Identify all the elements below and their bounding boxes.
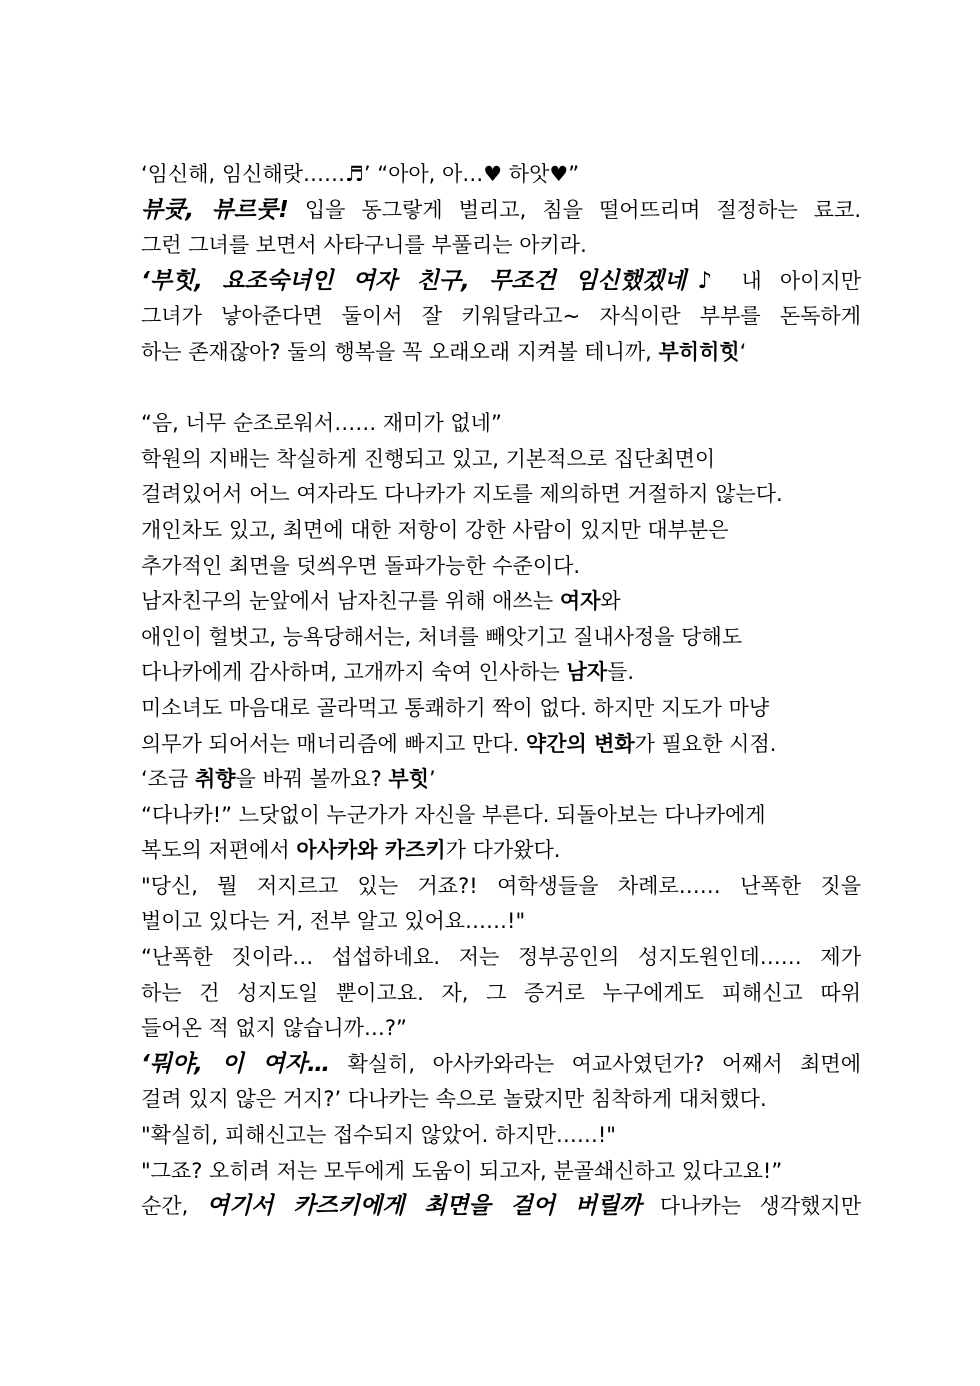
body-text: 의무가 되어서는 매너리즘에 빠지고 만다. xyxy=(141,731,526,756)
body-text: 순간, xyxy=(141,1194,207,1219)
text-line xyxy=(141,513,861,549)
text-line xyxy=(141,869,861,905)
body-text: 추가적인 최면을 덧씌우면 돌파가능한 수준이다. xyxy=(141,553,581,578)
body-text: 들어온 적 없지 않습니까…?” xyxy=(141,1016,407,1041)
body-text: 하는 존재잖아? 둘의 행복을 꼭 오래오래 지켜볼 테니까, xyxy=(141,339,659,364)
emphasis-text: ‘부힛, 요조숙녀인 여자 친구, 무조건 임신했겠네♪ xyxy=(141,267,724,294)
text-line xyxy=(141,1118,861,1154)
body-text: 미소녀도 마음대로 골라먹고 통쾌하기 짝이 없다. 하지만 지도가 마냥 xyxy=(141,695,770,720)
body-text: “음, 너무 순조로워서…… 재미가 없네” xyxy=(141,411,502,436)
emphasis-text: 약간의 변화 xyxy=(525,731,635,756)
paragraph-gap xyxy=(141,371,861,407)
emphasis-text: 취향 xyxy=(194,767,236,792)
body-text: 학원의 지배는 착실하게 진행되고 있고, 기본적으로 집단최면이 xyxy=(141,446,716,471)
emphasis-text: 뷰큣, 뷰르룻! xyxy=(141,196,289,223)
body-text: 복도의 저편에서 xyxy=(141,838,297,863)
body-text: 와 xyxy=(600,589,621,614)
body-text: 남자친구의 눈앞에서 남자친구를 위해 애쓰는 xyxy=(141,589,560,614)
emphasis-text: 여기서 카즈키에게 최면을 걸어 버릴까 xyxy=(206,1193,642,1220)
body-text: 다나카에게 감사하며, 고개까지 숙여 인사하는 xyxy=(141,660,567,685)
emphasis-text: 여자 xyxy=(559,589,601,614)
text-line xyxy=(141,727,861,763)
text-line xyxy=(141,264,861,300)
text-line xyxy=(141,228,861,264)
text-line xyxy=(141,1189,861,1225)
text-line xyxy=(141,762,861,798)
body-text: 그녀가 낳아준다면 둘이서 잘 키워달라고~ 자식이란 부부를 돈독하게 xyxy=(141,304,861,329)
text-line xyxy=(141,1082,861,1118)
text-line xyxy=(141,691,861,727)
text-line xyxy=(141,299,861,335)
body-text: 확실히, 아사카와라는 여교사였던가? 어째서 최면에 xyxy=(330,1051,861,1076)
text-line xyxy=(141,1011,861,1047)
body-text: ’ xyxy=(428,767,436,792)
body-text: "그죠? 오히려 저는 모두에게 도움이 되고자, 분골쇄신하고 있다고요!” xyxy=(141,1158,783,1183)
text-line xyxy=(141,335,861,371)
body-text: 가 다가왔다. xyxy=(445,838,561,863)
body-text: 벌이고 있다는 거, 전부 알고 있어요……!" xyxy=(141,909,526,934)
body-text: "당신, 뭘 저지르고 있는 거죠?! 여학생들을 차례로…… 난폭한 짓을 xyxy=(141,873,861,898)
body-text: 개인차도 있고, 최면에 대한 저항이 강한 사람이 있지만 대부분은 xyxy=(141,517,729,542)
body-text: 걸려있어서 어느 여자라도 다나카가 지도를 제의하면 거절하지 않는다. xyxy=(141,482,783,507)
body-text: "확실히, 피해신고는 접수되지 않았어. 하지만……!" xyxy=(141,1123,616,1148)
text-line xyxy=(141,1154,861,1190)
document-body xyxy=(141,157,861,1225)
body-text: 애인이 헐벗고, 능욕당해서는, 처녀를 빼앗기고 질내사정을 당해도 xyxy=(141,624,743,649)
body-text: ‘조금 xyxy=(141,767,195,792)
body-text: 그런 그녀를 보면서 사타구니를 부풀리는 아키라. xyxy=(141,233,587,258)
text-line xyxy=(141,976,861,1012)
text-line xyxy=(141,157,861,193)
emphasis-text: 아사카와 카즈키 xyxy=(296,838,446,863)
body-text: 가 필요한 시점. xyxy=(634,731,777,756)
body-text: “다나카!” 느닷없이 누군가가 자신을 부른다. 되돌아보는 다나카에게 xyxy=(141,802,766,827)
body-text: 들. xyxy=(607,660,635,685)
body-text: 걸려 있지 않은 거지?’ 다나카는 속으로 놀랐지만 침착하게 대처했다. xyxy=(141,1087,767,1112)
text-line xyxy=(141,904,861,940)
text-line xyxy=(141,620,861,656)
text-line xyxy=(141,1047,861,1083)
emphasis-text: 남자 xyxy=(566,660,608,685)
emphasis-text: 부힛 xyxy=(388,767,429,792)
body-text: 입을 동그랗게 벌리고, 침을 떨어뜨리며 절정하는 료코. xyxy=(288,197,862,222)
text-line xyxy=(141,655,861,691)
body-text: 을 바꿔 볼까요? xyxy=(235,767,389,792)
body-text: 다나카는 생각했지만 xyxy=(641,1194,861,1219)
body-text: 내 아이지만 xyxy=(723,268,861,293)
body-text: 하는 건 성지도일 뿐이고요. 자, 그 증거로 누구에게도 피해신고 따위 xyxy=(141,980,861,1005)
text-line xyxy=(141,549,861,585)
body-text: ‘ xyxy=(739,339,747,364)
emphasis-text: 부히히힛 xyxy=(658,339,740,364)
text-line xyxy=(141,442,861,478)
text-line xyxy=(141,798,861,834)
body-text: ‘임신해, 임신해랏……♬’ “아아, 아…♥ 하앗♥” xyxy=(141,162,580,186)
text-line xyxy=(141,406,861,442)
body-text: “난폭한 짓이라… 섭섭하네요. 저는 정부공인의 성지도원인데…… 제가 xyxy=(141,945,861,970)
text-line xyxy=(141,584,861,620)
text-line xyxy=(141,193,861,229)
text-line xyxy=(141,477,861,513)
text-line xyxy=(141,940,861,976)
text-line xyxy=(141,833,861,869)
emphasis-text: ‘뭐야, 이 여자… xyxy=(141,1050,331,1077)
